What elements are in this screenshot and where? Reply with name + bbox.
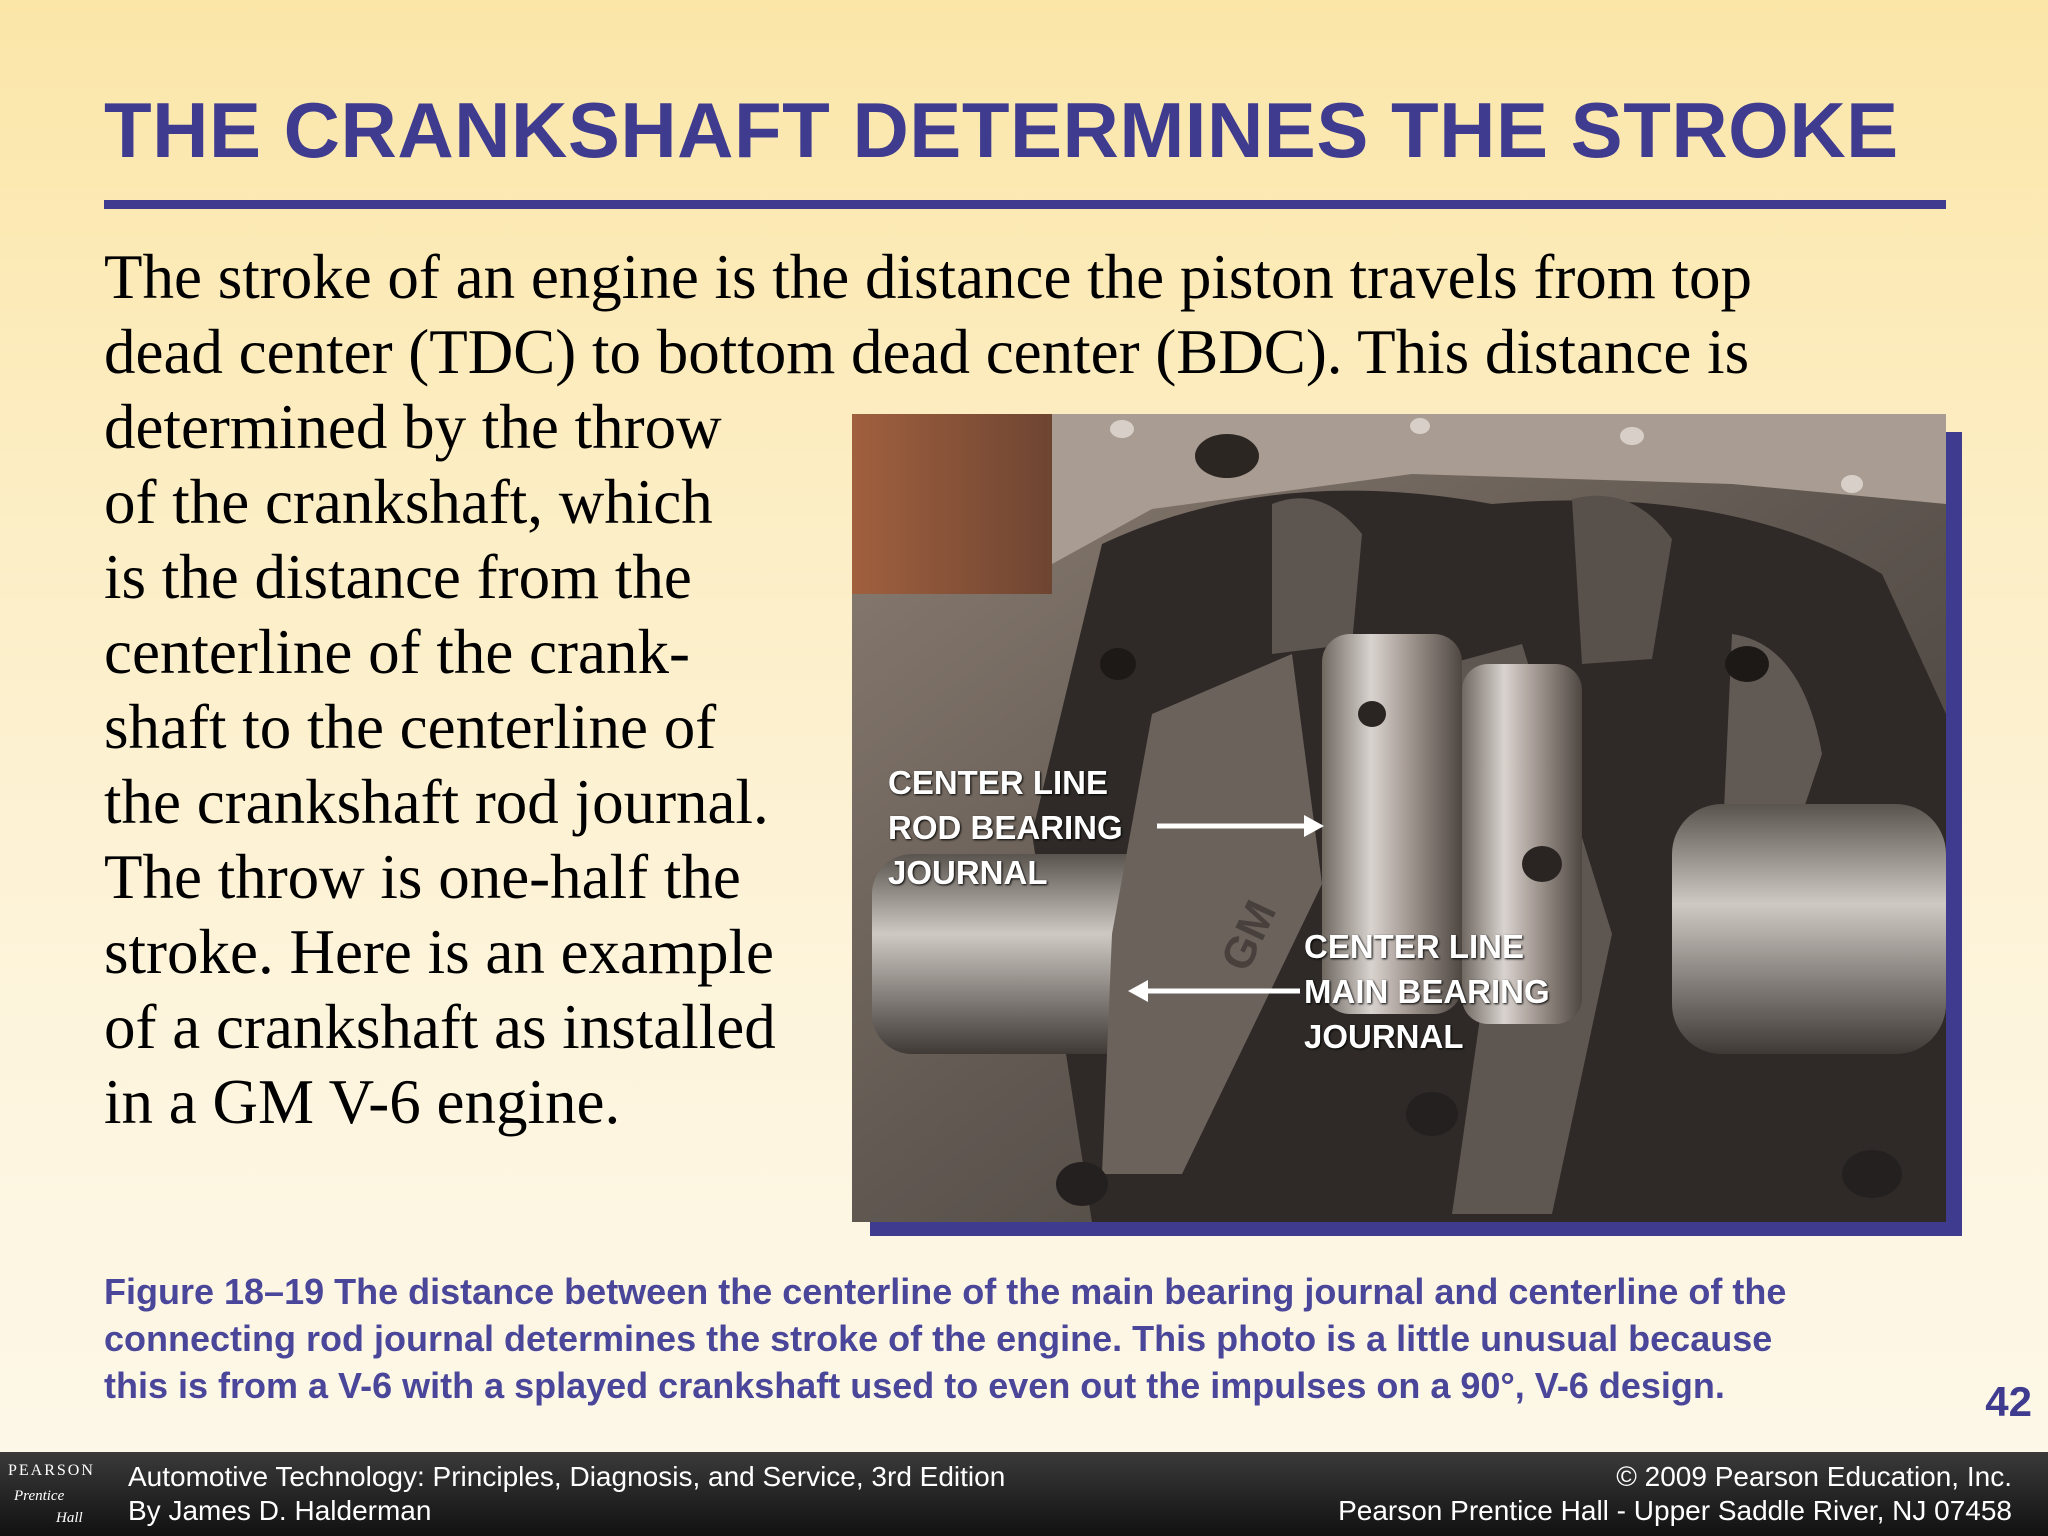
footer-author: By James D. Halderman bbox=[128, 1495, 432, 1526]
body-line: the crankshaft rod journal. bbox=[104, 767, 769, 837]
body-line: shaft to the centerline of bbox=[104, 692, 717, 762]
body-text-narrow bbox=[104, 390, 844, 1140]
footer-copyright bbox=[1338, 1460, 2012, 1528]
footer-book-title: Automotive Technology: Principles, Diagnosis, and Service, 3rd Edition bbox=[128, 1461, 1006, 1492]
logo-sub1: Prentice bbox=[14, 1488, 65, 1504]
body-line: determined by the throw bbox=[104, 392, 722, 462]
casting-mark: GM bbox=[1211, 893, 1287, 979]
body-line: of a crankshaft as installed bbox=[104, 992, 776, 1062]
pearson-logo bbox=[0, 1452, 104, 1536]
title-rule bbox=[104, 200, 1946, 209]
figure-caption bbox=[104, 1268, 1984, 1409]
slide-title: THE CRANKSHAFT DETERMINES THE STROKE bbox=[104, 86, 1899, 174]
logo-brand: PEARSON bbox=[8, 1462, 95, 1479]
footer-bar bbox=[0, 1452, 2048, 1536]
caption-line: connecting rod journal determines the stroke of the engine. This photo is a little unusual because bbox=[104, 1318, 1773, 1359]
rod-journal-label bbox=[888, 760, 1123, 895]
body-line: The stroke of an engine is the distance the piston travels from top bbox=[104, 242, 1753, 312]
body-line: of the crankshaft, which bbox=[104, 467, 713, 537]
footer-copyright-line: © 2009 Pearson Education, Inc. bbox=[1616, 1461, 2012, 1492]
body-line: stroke. Here is an example bbox=[104, 917, 774, 987]
body-line: is the distance from the bbox=[104, 542, 692, 612]
main-label-line: MAIN BEARING bbox=[1304, 973, 1550, 1010]
body-line: The throw is one-half the bbox=[104, 842, 741, 912]
body-line: in a GM V-6 engine. bbox=[104, 1067, 621, 1137]
footer-publisher-line: Pearson Prentice Hall - Upper Saddle River, NJ 07458 bbox=[1338, 1495, 2012, 1526]
rod-label-line: JOURNAL bbox=[888, 854, 1048, 891]
body-text-full bbox=[104, 240, 1984, 390]
page-number: 42 bbox=[1985, 1378, 2032, 1425]
crankshaft-photo bbox=[852, 414, 1946, 1222]
rod-label-line: ROD BEARING bbox=[888, 809, 1123, 846]
main-journal-label bbox=[1304, 924, 1550, 1059]
body-line: centerline of the crank- bbox=[104, 617, 690, 687]
rod-label-line: CENTER LINE bbox=[888, 764, 1109, 801]
main-label-line: CENTER LINE bbox=[1304, 928, 1525, 965]
caption-line: Figure 18–19 The distance between the centerline of the main bearing journal and centerline of the bbox=[104, 1271, 1787, 1312]
main-label-line: JOURNAL bbox=[1304, 1018, 1464, 1055]
body-line: dead center (TDC) to bottom dead center (BDC). This distance is bbox=[104, 317, 1750, 387]
footer-book-info bbox=[128, 1460, 1005, 1528]
logo-sub2: Hall bbox=[56, 1510, 83, 1526]
caption-line: this is from a V-6 with a splayed crankshaft used to even out the impulses on a 90°, V-6 design. bbox=[104, 1365, 1725, 1406]
